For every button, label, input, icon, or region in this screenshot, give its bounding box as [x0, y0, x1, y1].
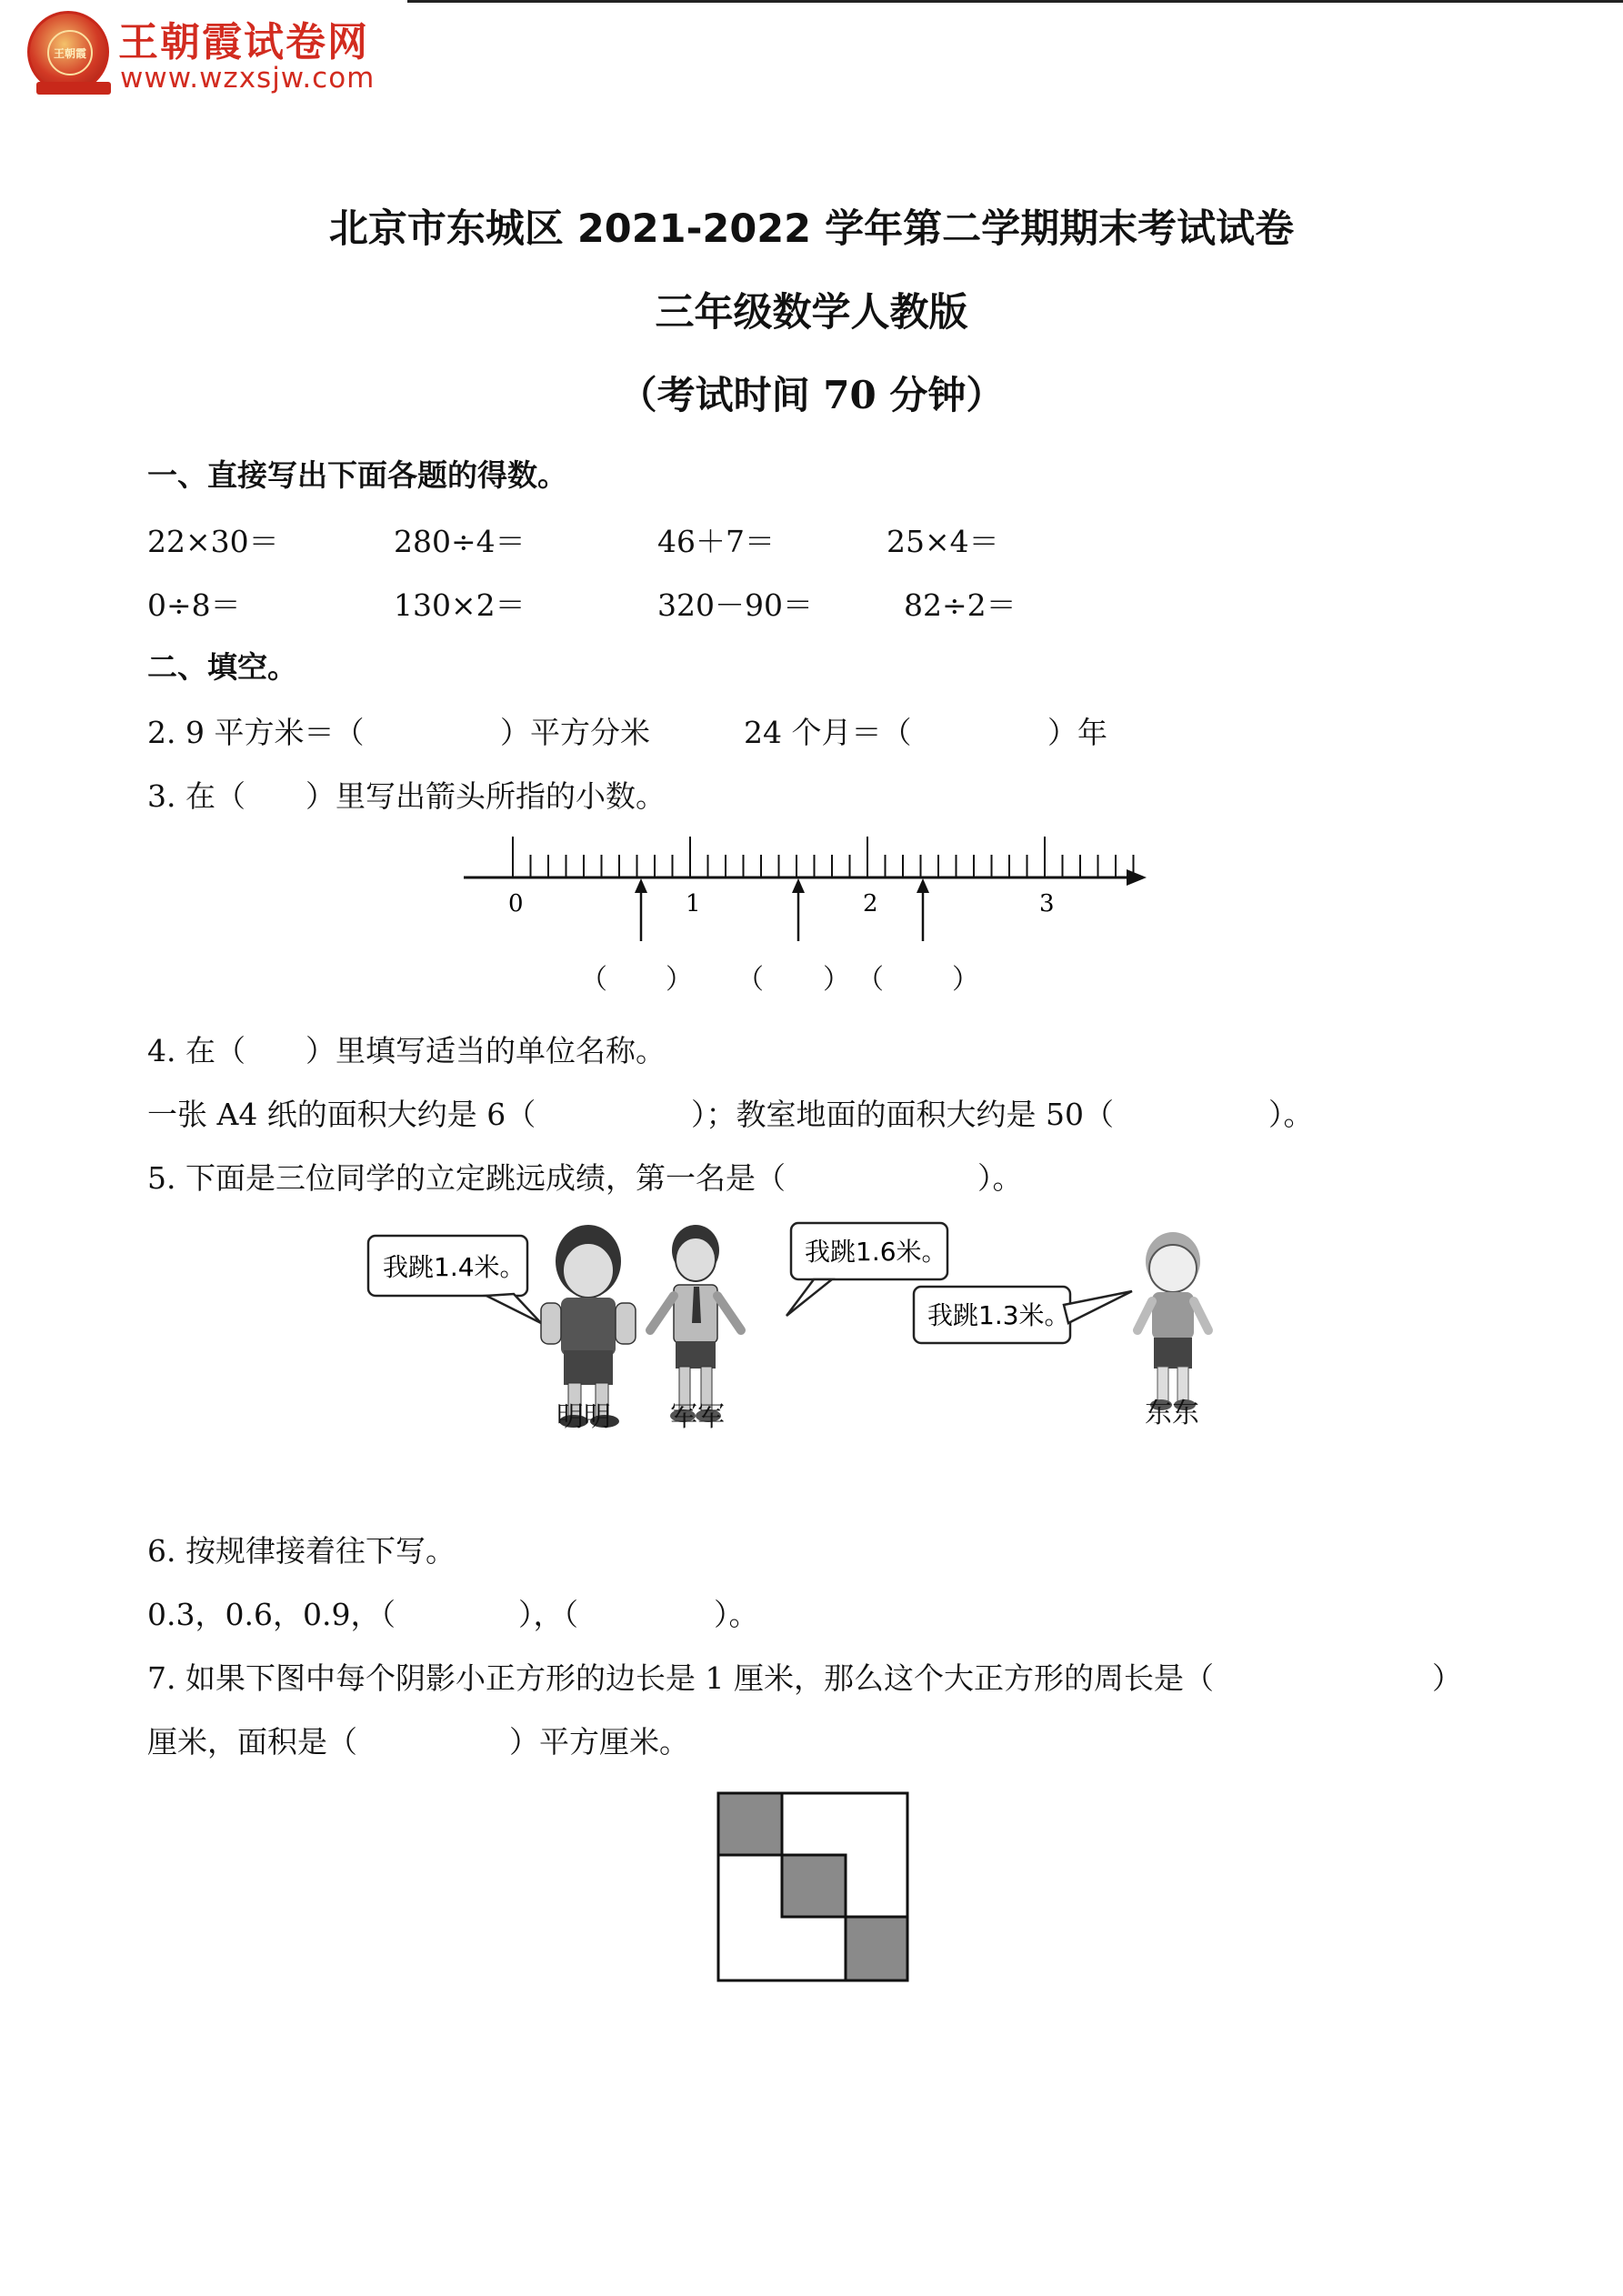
- exam-title: 北京市东城区 2021-2022 学年第二学期期末考试试卷: [328, 206, 1295, 252]
- calc-item: 130×2＝: [394, 587, 526, 623]
- q7-part3: 厘米，面积是（: [147, 1724, 357, 1760]
- q4-part2: ）；教室地面的面积大约是 50（: [691, 1097, 1114, 1132]
- calc-item: 22×30＝: [147, 524, 279, 559]
- logo-emblem: [47, 30, 93, 75]
- q6-part2: ），（: [518, 1597, 578, 1632]
- bubble-text: 我跳1.4米。: [383, 1252, 526, 1282]
- calc-item: 0÷8＝: [147, 587, 241, 623]
- exam-subtitle: 三年级数学人教版: [655, 290, 968, 336]
- boy-junjun-icon: [650, 1225, 741, 1422]
- blank-paren: ）: [666, 964, 693, 996]
- shaded-square: [846, 1917, 907, 1980]
- section1-heading: 一、直接写出下面各题的得数。: [147, 457, 567, 493]
- logo-text: 王朝霞: [53, 46, 86, 60]
- student-name: 军军: [670, 1401, 725, 1433]
- q7-part1: 7. 如果下图中每个阴影小正方形的边长是 1 厘米，那么这个大正方形的周长是（: [147, 1660, 1214, 1696]
- header-rule: [407, 0, 1623, 3]
- axis-label: 3: [1039, 890, 1055, 917]
- blank-paren: （: [857, 964, 884, 996]
- shaded-square: [782, 1855, 846, 1917]
- exam-duration: （考试时间 70 分钟）: [618, 373, 1005, 417]
- site-url: www.wzxsjw.com: [120, 62, 376, 95]
- q4-text: 4. 在（ ）里填写适当的单位名称。: [147, 1033, 666, 1068]
- speech-bubble: [368, 1236, 541, 1323]
- blank-paren: （: [580, 964, 607, 996]
- boy-dongdong-icon: [1137, 1232, 1208, 1410]
- student-name: 明明: [556, 1401, 611, 1433]
- q7-part2: ）: [1432, 1660, 1462, 1696]
- q6-part1: 0.3，0.6，0.9，（: [147, 1597, 396, 1632]
- q5-part2: ）。: [977, 1160, 1023, 1196]
- student-name: 东东: [1145, 1398, 1199, 1429]
- arrow-icon: [917, 878, 929, 941]
- square-figure: [716, 1791, 911, 1984]
- arrow-icon: [635, 878, 647, 941]
- calc-item: 82÷2＝: [904, 587, 1017, 623]
- q3-text: 3. 在（ ）里写出箭头所指的小数。: [147, 778, 666, 814]
- jump-illustration: [359, 1214, 1232, 1437]
- axis-label: 0: [508, 890, 524, 917]
- q4-part1: 一张 A4 纸的面积大约是 6（: [147, 1097, 536, 1132]
- shaded-square: [718, 1793, 782, 1855]
- q7-part4: ）平方厘米。: [509, 1724, 689, 1760]
- number-line: [459, 827, 1150, 946]
- logo-ribbon-icon: [36, 82, 111, 95]
- speech-bubble: [914, 1287, 1132, 1343]
- bubble-text: 我跳1.3米。: [927, 1300, 1070, 1330]
- q2-part3: 24 个月＝（: [744, 715, 912, 750]
- calc-item: 46＋7＝: [657, 524, 775, 559]
- axis-label: 2: [863, 890, 878, 917]
- blank-paren: ）: [952, 964, 979, 996]
- blank-paren: （: [736, 964, 764, 996]
- q6-text: 6. 按规律接着往下写。: [147, 1533, 456, 1569]
- q5-part1: 5. 下面是三位同学的立定跳远成绩，第一名是（: [147, 1160, 786, 1196]
- calc-item: 25×4＝: [887, 524, 999, 559]
- q2-part1: 2. 9 平方米＝（: [147, 715, 365, 750]
- arrow-icon: [792, 878, 805, 941]
- q4-part3: ）。: [1268, 1097, 1314, 1132]
- brand-name: 王朝霞试卷网: [118, 19, 369, 65]
- blank-paren: ）: [823, 964, 850, 996]
- calc-item: 280÷4＝: [394, 524, 526, 559]
- bubble-text: 我跳1.6米。: [805, 1237, 947, 1267]
- calc-item: 320－90＝: [657, 587, 813, 623]
- axis-label: 1: [686, 890, 701, 917]
- q2-part4: ）年: [1047, 715, 1107, 750]
- q6-part3: ）。: [714, 1597, 759, 1632]
- q2-part2: ）平方分米: [500, 715, 650, 750]
- section2-heading: 二、填空。: [147, 649, 297, 685]
